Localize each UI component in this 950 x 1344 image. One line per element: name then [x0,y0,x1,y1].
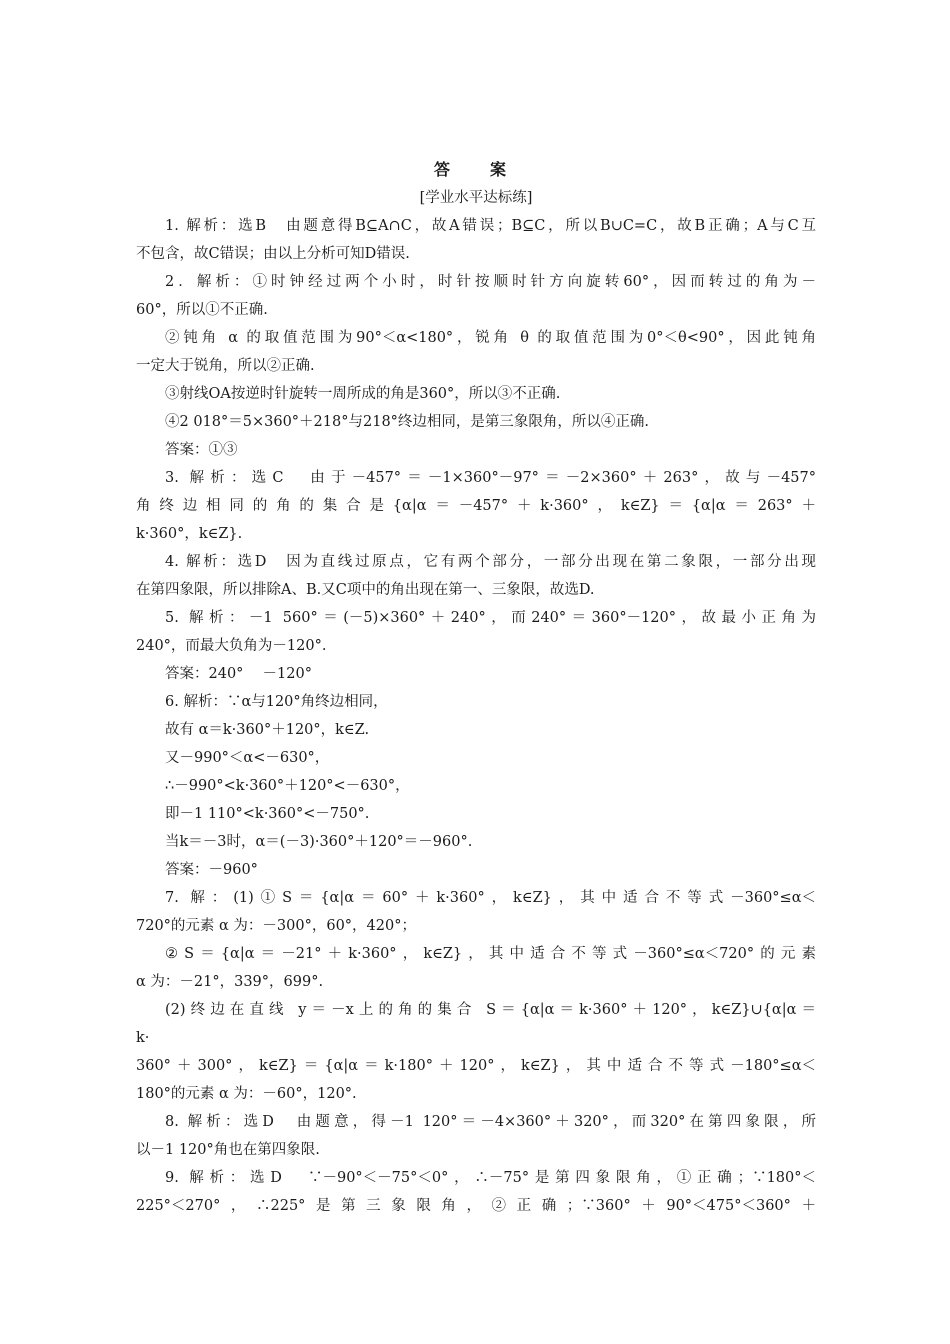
text-line: 答案：－960° [165,862,258,878]
text-line: 角终边相同的角的集合是{α|α＝－457°＋k·360°，k∈Z}＝{α|α＝263°＋ [136,498,816,514]
text-line: ②钝角 α 的取值范围为90°＜α<180°，锐角 θ 的取值范围为0°＜θ<90°，因此钝角 [165,330,816,346]
answer-page [136,150,816,1220]
text-line: 故有 α＝k·360°＋120°，k∈Z. [165,722,370,738]
text-line: 即－1 110°<k·360°<－750°. [165,806,370,822]
text-line: ④2 018°＝5×360°＋218°与218°终边相同，是第三象限角，所以④正确. [165,414,650,430]
text-line: 当k＝－3时，α＝(－3)·360°＋120°＝－960°. [165,834,473,850]
text-line: k·360°，k∈Z}. [136,526,243,542]
answer-body [136,212,816,1220]
text-line: 又－990°＜α<－630°， [165,750,330,766]
text-line: 5. 解析：－1 560°＝(－5)×360°＋240°，而240°＝360°－120°，故最小正角为 [165,610,816,626]
text-line: 60°，所以①不正确. [136,302,268,318]
text-line: 2．解析：①时钟经过两个小时，时针按顺时针方向旋转60°，因而转过的角为－ [165,274,816,290]
text-line: 以－1 120°角也在第四象限. [136,1142,320,1158]
text-line: 答案：①③ [165,442,238,458]
text-line: 3. 解析：选C 由于－457°＝－1×360°－97°＝－2×360°＋263°，故与－457° [165,470,816,486]
text-line: 不包含，故C错误；由以上分析可知D错误. [136,246,410,262]
text-line: 8. 解析：选D 由题意，得－1 120°＝－4×360°＋320°，而320°在第四象限，所 [165,1114,816,1130]
text-line: α 为：－21°，339°，699°. [136,974,324,990]
text-line: 360°＋300°，k∈Z}＝{α|α＝k·180°＋120°，k∈Z}，其中适合不等式－180°≤α＜ [136,1058,816,1074]
text-line: ②S＝{α|α＝－21°＋k·360°，k∈Z}，其中适合不等式－360°≤α＜720°的元素 [165,946,816,962]
text-line: 4. 解析：选D 因为直线过原点，它有两个部分，一部分出现在第二象限，一部分出现 [165,554,816,570]
text-line: 225°＜270°，∴225°是第三象限角，②正确；∵360°＋90°＜475°＜360°＋ [136,1198,816,1214]
text-line: 720°的元素 α 为：－300°，60°，420°； [136,918,416,934]
text-line: k· [136,1030,150,1046]
text-line: 9. 解析：选D ∵－90°＜－75°＜0°，∴－75°是第四象限角，①正确；∵180°＜ [165,1170,816,1186]
page-title: 答 案 [433,160,518,179]
text-line: 1. 解析：选B 由题意得B⊆A∩C，故A错误；B⊆C，所以B∪C=C，故B正确；A与C互 [165,218,816,234]
text-line: ∴－990°<k·360°＋120°<－630°， [165,778,410,794]
text-line: 7. 解：(1)①S＝{α|α＝60°＋k·360°，k∈Z}，其中适合不等式－360°≤α＜ [165,890,816,906]
text-line: 在第四象限，所以排除A、B.又C项中的角出现在第一、三象限，故选D. [136,582,595,598]
text-line: 答案：240° －120° [165,666,312,682]
text-line: 6. 解析：∵α与120°角终边相同， [165,694,388,710]
text-line: 一定大于锐角，所以②正确. [136,358,315,374]
text-line: (2)终边在直线 y＝－x上的角的集合 S＝{α|α＝k·360°＋120°，k∈Z}∪{α|α＝ [165,1002,816,1018]
text-line: 240°，而最大负角为－120°. [136,638,327,654]
text-line: ③射线OA按逆时针旋转一周所成的角是360°，所以③不正确. [165,386,561,402]
text-line: 180°的元素 α 为：－60°，120°. [136,1086,357,1102]
section-subtitle: [学业水平达标练] [419,190,533,206]
